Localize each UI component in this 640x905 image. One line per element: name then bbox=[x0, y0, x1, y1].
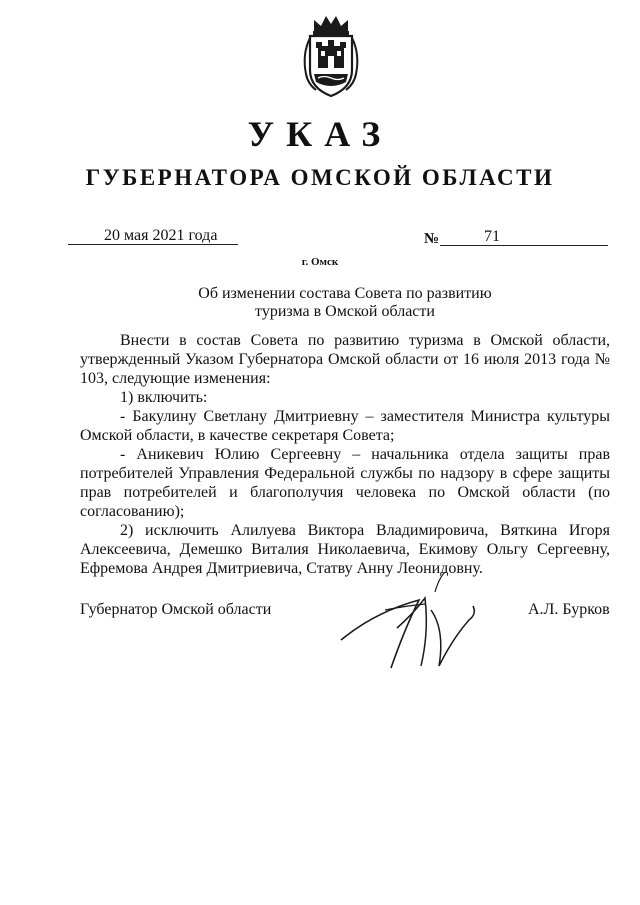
document-subtitle: ГУБЕРНАТОРА ОМСКОЙ ОБЛАСТИ bbox=[85, 165, 555, 190]
number-sign: № bbox=[424, 231, 440, 247]
coat-of-arms-icon bbox=[300, 12, 362, 98]
city-label: г. Омск bbox=[301, 256, 339, 268]
decree-subject bbox=[0, 285, 640, 321]
number-underline bbox=[440, 245, 608, 246]
document-title: УКАЗ bbox=[247, 114, 393, 154]
handwritten-signature-icon bbox=[335, 570, 515, 670]
decree-date: 20 мая 2021 года bbox=[104, 227, 218, 244]
body-intro: Внести в состав Совета по развитию туризма в Омской области, утвержденный Указом Губернатора Омской области от 16 июля 2013 года № 103, следующие изменения: bbox=[80, 332, 610, 387]
body-item-1-b: - Аникевич Юлию Сергеевну – начальника отдела защиты прав потребителей Управления Федеральной службы по надзору в сфере защиты прав потребителей и благополучия человека по Омской области (по согласованию); bbox=[80, 446, 610, 520]
signatory-position: Губернатор Омской области bbox=[80, 601, 272, 618]
subject-line-1: Об изменении состава Совета по развитию bbox=[198, 285, 492, 302]
subject-line-2: туризма в Омской области bbox=[255, 303, 435, 320]
body-item-1: 1) включить: bbox=[120, 389, 208, 406]
date-underline bbox=[68, 244, 238, 245]
signatory-name: А.Л. Бурков bbox=[528, 601, 610, 618]
body-item-1-a: - Бакулину Светлану Дмитриевну – заместителя Министра культуры Омской области, в качестве секретаря Совета; bbox=[80, 408, 610, 444]
decree-body bbox=[80, 331, 610, 578]
body-item-2: 2) исключить Алилуева Виктора Владимировича, Вяткина Игоря Алексеевича, Демешко Виталия Николаевича, Екимову Ольгу Сергеевну, Ефремова Андрея Дмитриевича, Статву Анну Леонидовну. bbox=[80, 522, 610, 577]
decree-number: 71 bbox=[484, 228, 500, 245]
